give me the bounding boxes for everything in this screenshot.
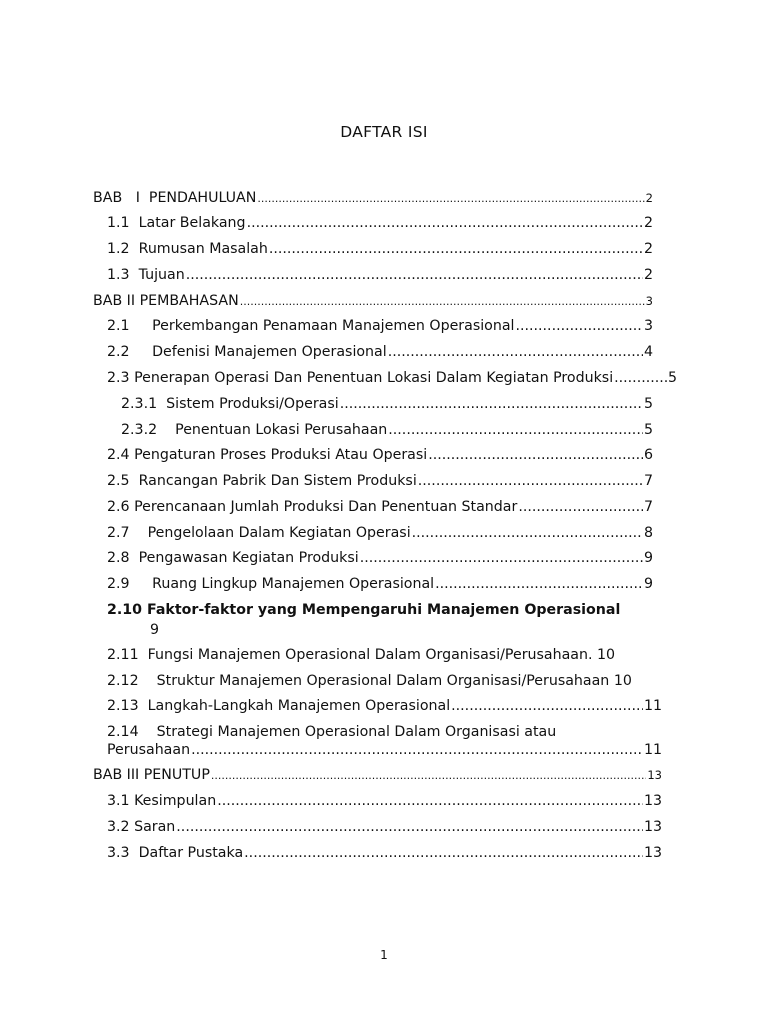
toc-entry-2-11: [107, 645, 615, 665]
toc-entry-bab-1: [93, 188, 653, 209]
toc-entry-3-2: [107, 817, 662, 837]
toc-entry-page: 6: [643, 447, 653, 463]
toc-entry-number: 3.2: [107, 819, 135, 835]
toc-entry-page: 2: [643, 215, 653, 231]
toc-leader-dots: [244, 843, 643, 863]
toc-entry-2-14: [107, 722, 556, 742]
toc-entry-number: 3.3: [107, 845, 139, 861]
toc-entry-number: 2.7: [107, 525, 148, 541]
toc-entry-label: Daftar Pustaka: [138, 845, 244, 861]
toc-entry-label: Struktur Manajemen Operasional Dalam Organisasi/Perusahaan: [156, 673, 610, 689]
toc-leader-dots: [614, 368, 667, 388]
toc-entry-2-8: [107, 548, 653, 568]
toc-entry-1-1: [107, 213, 653, 233]
toc-entry-number: 2.11: [107, 647, 148, 663]
toc-entry-label: Perkembangan Penamaan Manajemen Operasional: [152, 318, 515, 334]
toc-entry-label: Tujuan: [138, 267, 185, 283]
toc-entry-page: 2: [643, 241, 653, 257]
toc-entry-label: Sistem Produksi/Operasi: [166, 396, 339, 412]
toc-entry-2-5: [107, 471, 653, 491]
toc-entry-3-1: [107, 791, 662, 811]
toc-entry-label: Penerapan Operasi Dan Penentuan Lokasi Dalam Kegiatan Produksi: [134, 370, 614, 386]
toc-entry-number: 1.3: [107, 267, 139, 283]
toc-entry-label: Ruang Lingkup Manajemen Operasional: [152, 576, 435, 592]
toc-entry-page: 11: [643, 742, 662, 758]
toc-entry-number: 2.12: [107, 673, 157, 689]
toc-entry-label: Penentuan Lokasi Perusahaan: [175, 422, 388, 438]
toc-entry-2-3-2: [121, 420, 653, 440]
toc-leader-dots: [217, 791, 643, 811]
toc-entry-page: 5: [643, 422, 653, 438]
toc-entry-2-10: [107, 600, 620, 620]
toc-entry-number: 2.10: [107, 602, 147, 618]
toc-entry-label-continued: Perusahaan: [107, 742, 191, 758]
toc-leader-dots: [451, 696, 643, 716]
toc-entry-number: BAB II: [93, 293, 140, 309]
toc-leader-dots: [428, 445, 643, 465]
toc-leader-dots: [186, 265, 643, 285]
toc-entry-number: 2.14: [107, 724, 157, 740]
toc-entry-page: 10: [597, 647, 616, 663]
toc-entry-2-14-continuation: [107, 740, 662, 760]
toc-entry-number: 2.9: [107, 576, 153, 592]
toc-leader-dots: [211, 765, 646, 786]
page-title: DAFTAR ISI: [340, 123, 428, 141]
toc-entry-page: 9: [643, 550, 653, 566]
toc-leader-dots: [518, 497, 643, 517]
toc-entry-2-10-page: 9: [150, 622, 160, 638]
toc-entry-3-3: [107, 843, 662, 863]
toc-leader-dots: [340, 394, 643, 414]
toc-entry-page: 13: [643, 819, 662, 835]
toc-entry-2-6: [107, 497, 653, 517]
toc-leader-dots: [257, 188, 644, 209]
toc-leader-dots: [388, 342, 643, 362]
toc-entry-page: 2: [645, 191, 653, 205]
toc-leader-dots: [412, 523, 643, 543]
toc-entry-label: Pengelolaan Dalam Kegiatan Operasi: [147, 525, 411, 541]
toc-entry-number: 2.4: [107, 447, 135, 463]
toc-leader-dots: [269, 239, 643, 259]
toc-entry-number: BAB I: [93, 190, 149, 206]
toc-entry-page: 7: [643, 473, 653, 489]
toc-entry-page: 13: [647, 768, 662, 782]
toc-entry-2-3-1: [121, 394, 653, 414]
toc-entry-label: Saran: [134, 819, 176, 835]
toc-entry-1-3: [107, 265, 653, 285]
toc-entry-1-2: [107, 239, 653, 259]
toc-entry-label: Pengawasan Kegiatan Produksi: [138, 550, 359, 566]
toc-entry-page: 2: [643, 267, 653, 283]
toc-entry-2-13: [107, 696, 662, 716]
toc-entry-number: 2.5: [107, 473, 139, 489]
toc-entry-number: 2.1: [107, 318, 153, 334]
toc-leader-dots: [176, 817, 643, 837]
toc-entry-label: PENUTUP: [143, 767, 210, 783]
toc-leader-dots: [360, 548, 643, 568]
toc-entry-number: 2.3.2: [121, 422, 176, 438]
toc-entry-page: 9: [643, 576, 653, 592]
toc-entry-number: 2.8: [107, 550, 139, 566]
toc-entry-label: Perencanaan Jumlah Produksi Dan Penentuan Standar: [134, 499, 518, 515]
toc-entry-number: 1.2: [107, 241, 139, 257]
toc-entry-page: 11: [643, 698, 662, 714]
toc-entry-2-9: [107, 574, 653, 594]
toc-entry-2-3: [107, 368, 677, 388]
toc-entry-page: 3: [645, 294, 653, 308]
toc-entry-2-1: [107, 316, 653, 336]
toc-entry-number: 1.1: [107, 215, 139, 231]
toc-entry-page: 5: [667, 370, 677, 386]
toc-leader-dots: [418, 471, 643, 491]
toc-entry-page: 13: [643, 793, 662, 809]
toc-entry-number: 2.13: [107, 698, 148, 714]
toc-leader-dots: [435, 574, 643, 594]
toc-entry-label: Rancangan Pabrik Dan Sistem Produksi: [138, 473, 417, 489]
toc-entry-page: 8: [643, 525, 653, 541]
toc-entry-2-4: [107, 445, 653, 465]
toc-entry-label: Rumusan Masalah: [138, 241, 268, 257]
toc-entry-page: 7: [643, 499, 653, 515]
toc-entry-label: Strategi Manajemen Operasional Dalam Organisasi atau: [156, 724, 557, 740]
toc-entry-number: 2.2: [107, 344, 153, 360]
toc-entry-2-12: [107, 671, 632, 691]
toc-entry-label: Kesimpulan: [134, 793, 217, 809]
toc-entry-label: Latar Belakang: [138, 215, 246, 231]
toc-leader-dots: [388, 420, 643, 440]
toc-entry-2-7: [107, 523, 653, 543]
toc-entry-label: Defenisi Manajemen Operasional: [152, 344, 387, 360]
toc-entry-number: 2.3.1: [121, 396, 167, 412]
toc-entry-page: 4: [643, 344, 653, 360]
toc-entry-page: 13: [643, 845, 662, 861]
toc-entry-bab-2: [93, 291, 653, 312]
toc-entry-label: Fungsi Manajemen Operasional Dalam Organisasi/Perusahaan.: [147, 647, 593, 663]
toc-entry-label: PENDAHULUAN: [148, 190, 257, 206]
toc-entry-page: 3: [643, 318, 653, 334]
toc-leader-dots: [240, 291, 645, 312]
toc-entry-page: 10: [613, 673, 632, 689]
toc-entry-page: 5: [643, 396, 653, 412]
toc-entry-label: Pengaturan Proses Produksi Atau Operasi: [134, 447, 428, 463]
toc-leader-dots: [191, 740, 643, 760]
toc-entry-number: 3.1: [107, 793, 135, 809]
toc-entry-number: 2.6: [107, 499, 135, 515]
toc-entry-label: PEMBAHASAN: [139, 293, 239, 309]
toc-leader-dots: [515, 316, 642, 336]
page-number: 1: [380, 948, 388, 962]
toc-entry-2-2: [107, 342, 653, 362]
toc-entry-label: Langkah-Langkah Manajemen Operasional: [147, 698, 451, 714]
toc-entry-bab-3: [93, 765, 662, 786]
toc-entry-number: 2.3: [107, 370, 135, 386]
toc-leader-dots: [247, 213, 643, 233]
toc-entry-number: BAB III: [93, 767, 144, 783]
toc-entry-label: Faktor-faktor yang Mempengaruhi Manajemen Operasional: [146, 602, 621, 618]
